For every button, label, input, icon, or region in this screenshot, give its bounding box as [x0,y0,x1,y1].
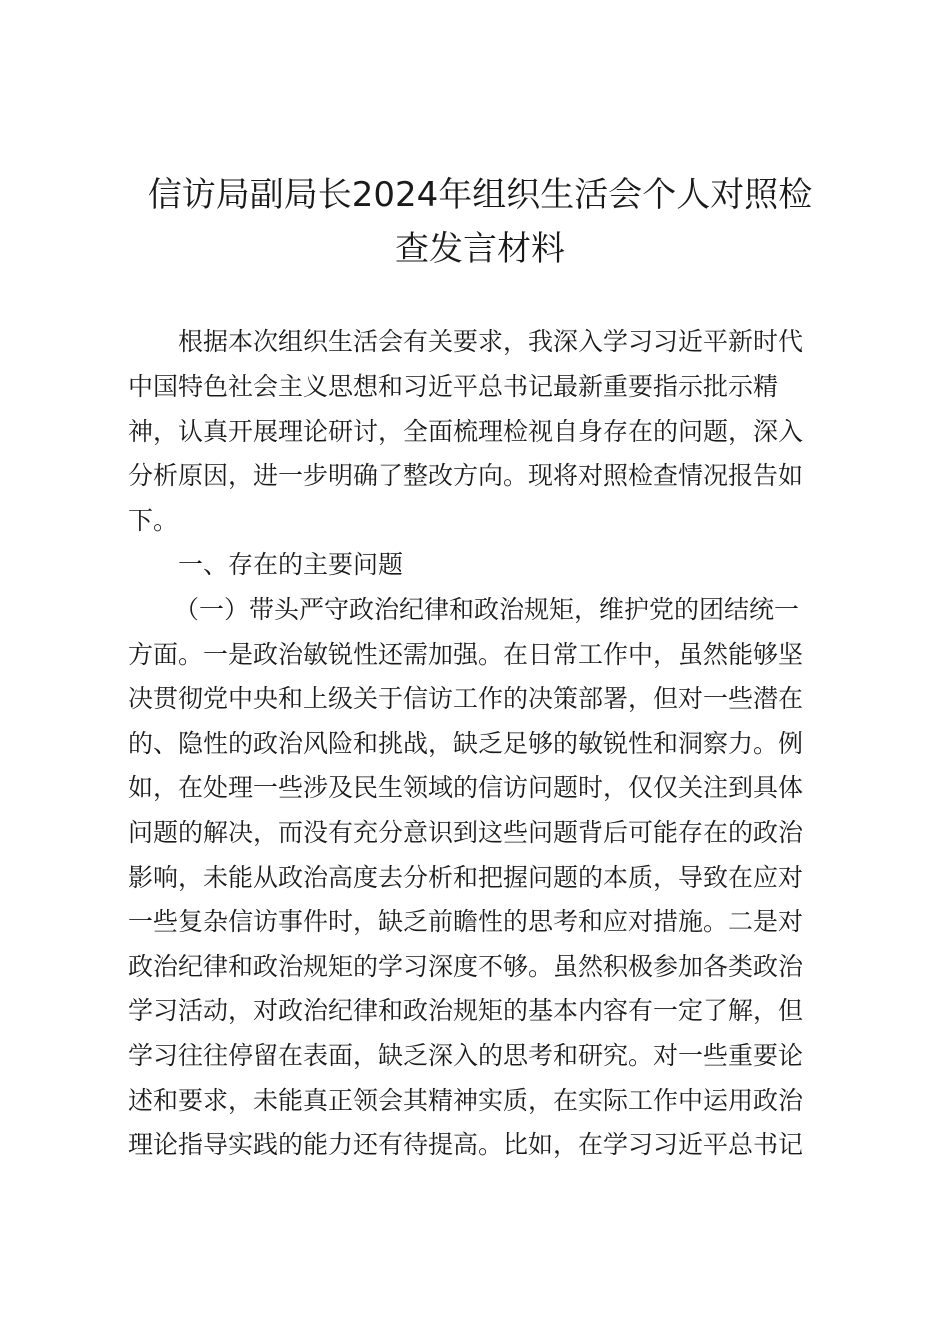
body-line: 方面。一是政治敏锐性还需加强。在日常工作中，虽然能够坚 [128,640,804,669]
body-line: 的、隐性的政治风险和挑战，缺乏足够的敏锐性和洞察力。例 [128,729,804,758]
subsection-heading-line: （一）带头严守政治纪律和政治规矩，维护党的团结统一 [174,595,800,624]
body-line: 神，认真开展理论研讨，全面梳理检视自身存在的问题，深入 [128,417,804,446]
body-line: 一些复杂信访事件时，缺乏前瞻性的思考和应对措施。二是对 [128,907,804,936]
document-title [120,168,840,276]
body-line: 问题的解决，而没有充分意识到这些问题背后可能存在的政治 [128,818,804,847]
body-line: 分析原因，进一步明确了整改方向。现将对照检查情况报告如 [128,461,804,490]
body-line: 述和要求，未能真正领会其精神实质，在实际工作中运用政治 [128,1086,804,1115]
body-line: 根据本次组织生活会有关要求，我深入学习习近平新时代 [178,327,804,356]
body-line: 中国特色社会主义思想和习近平总书记最新重要指示批示精 [128,372,779,401]
title-line-2: 查发言材料 [395,229,565,269]
body-line: 如，在处理一些涉及民生领域的信访问题时，仅仅关注到具体 [128,773,804,802]
section-heading: 一、存在的主要问题 [178,550,404,579]
body-line: 理论指导实践的能力还有待提高。比如，在学习习近平总书记 [128,1130,804,1159]
body-line: 政治纪律和政治规矩的学习深度不够。虽然积极参加各类政治 [128,952,804,981]
body-line: 学习往往停留在表面，缺乏深入的思考和研究。对一些重要论 [128,1041,804,1070]
body-line: 影响，未能从政治高度去分析和把握问题的本质，导致在应对 [128,863,804,892]
body-line: 决贯彻党中央和上级关于信访工作的决策部署，但对一些潜在 [128,684,804,713]
title-line-1: 信访局副局长2024年组织生活会个人对照检 [147,175,813,215]
body-line: 学习活动，对政治纪律和政治规矩的基本内容有一定了解，但 [128,996,804,1025]
body-line: 下。 [128,506,179,535]
